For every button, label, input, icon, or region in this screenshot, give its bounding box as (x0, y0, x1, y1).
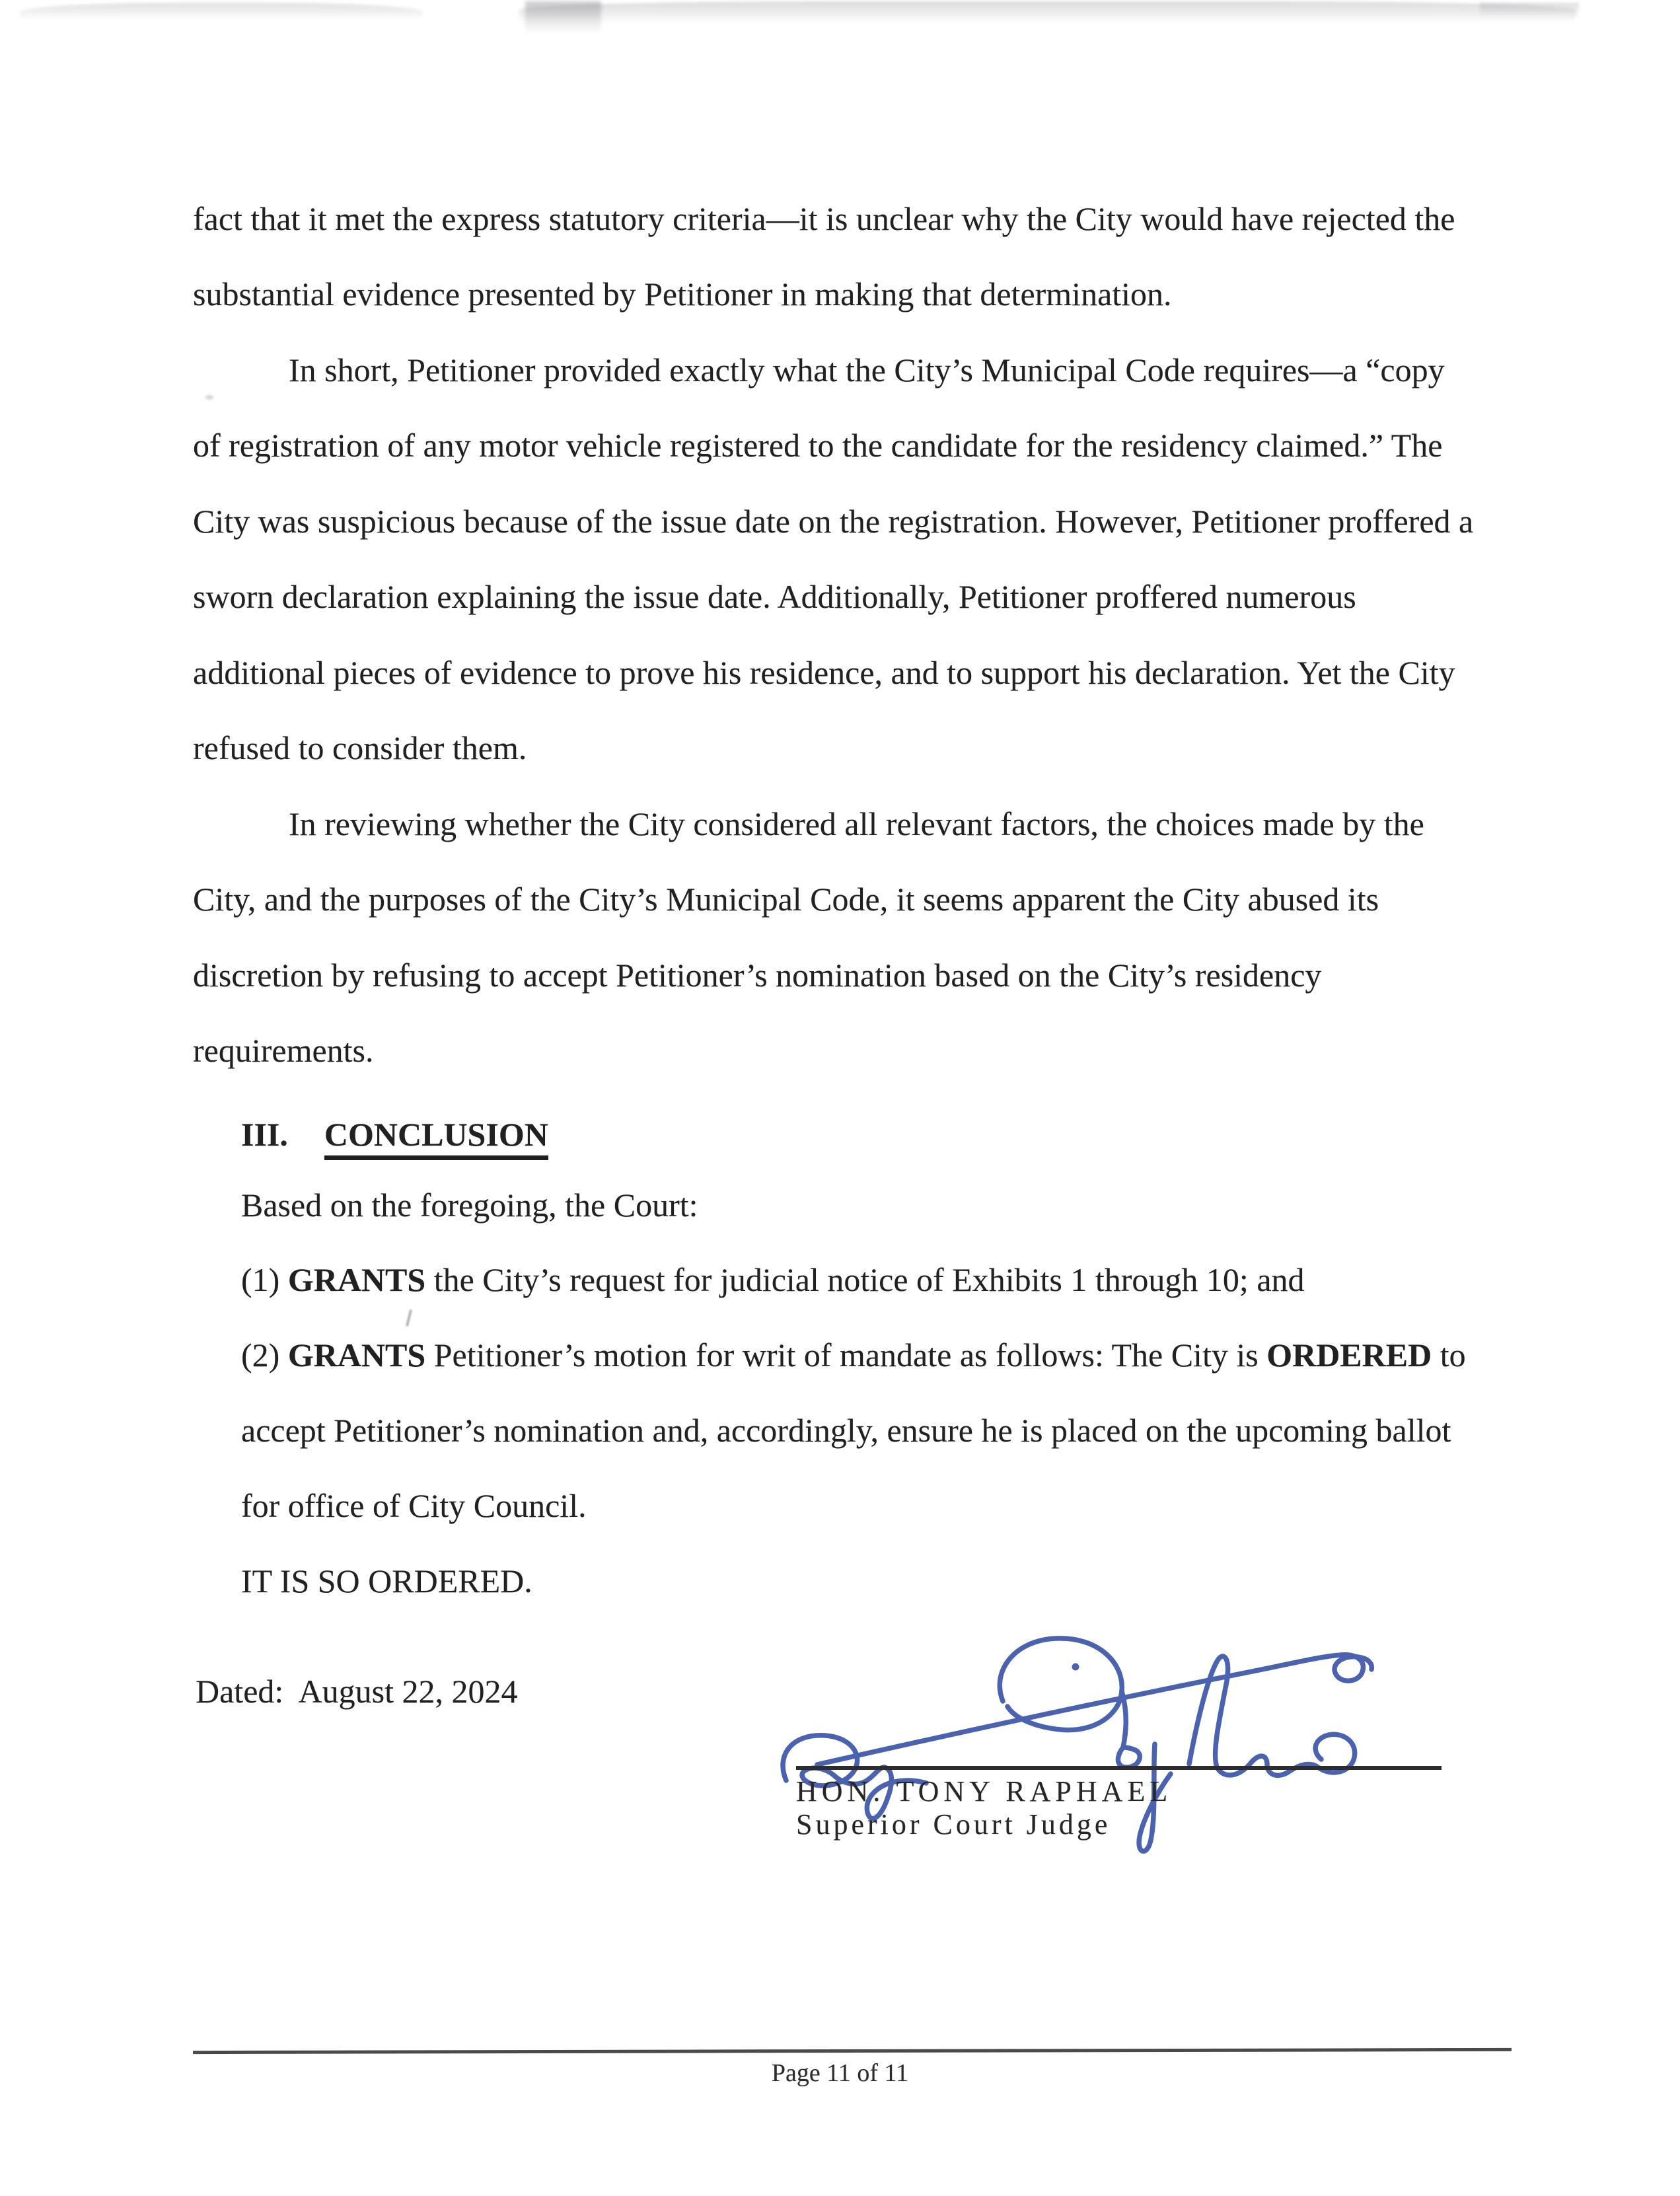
document-line (289, 805, 1424, 842)
section-heading (241, 1116, 548, 1160)
document-line (193, 275, 1172, 312)
document-line (193, 427, 1442, 464)
page-number-label: Page 11 of 11 (771, 2059, 909, 2087)
signature-line (796, 1766, 1442, 1770)
scan-artifact (519, 1, 1576, 30)
document-line (241, 1487, 587, 1524)
scan-artifact (1480, 3, 1579, 22)
text-segment: of registration of any motor vehicle registered to the candidate for the residency claimed.” The (193, 427, 1443, 464)
document-line (193, 881, 1379, 918)
text-segment: to (1432, 1336, 1466, 1373)
document-line (289, 351, 1445, 388)
text-segment: (2) (241, 1336, 288, 1373)
document-line (193, 654, 1455, 691)
document-line (193, 957, 1321, 994)
judge-name: HON. TONY RAPHAEL (796, 1775, 1173, 1808)
scan-speck (406, 1309, 412, 1327)
document-line (193, 200, 1455, 237)
text-segment: accept Petitioner’s nomination and, accordingly, ensure he is placed on the upcoming ballot (241, 1412, 1451, 1449)
text-segment: (1) (241, 1261, 288, 1298)
text-segment: III. (241, 1116, 288, 1153)
text-segment: additional pieces of evidence to prove his residence, and to support his declaration. Yet the City (193, 654, 1455, 691)
document-line (241, 1336, 1466, 1373)
document-line (241, 1562, 532, 1599)
document-line (193, 1032, 374, 1069)
text-segment: City was suspicious because of the issue date on the registration. However, Petitioner proffered a (193, 503, 1474, 540)
document-line (193, 729, 527, 766)
text-segment: In short, Petitioner provided exactly what the City’s Municipal Code requires—a “copy (289, 351, 1445, 388)
text-segment: refused to consider them. (193, 729, 527, 766)
document-line (193, 503, 1473, 540)
scan-speck (205, 395, 213, 400)
text-segment: City, and the purposes of the City’s Municipal Code, it seems apparent the City abused its (193, 881, 1379, 918)
text-segment: GRANTS (287, 1261, 426, 1298)
dated-line (196, 1673, 517, 1710)
scan-artifact (20, 3, 423, 26)
text-segment: requirements. (193, 1032, 374, 1069)
text-segment: fact that it met the express statutory criteria—it is unclear why the City would have rejected the (193, 200, 1455, 237)
text-segment: for office of City Council. (241, 1487, 587, 1524)
document-line (193, 578, 1356, 615)
text-segment: GRANTS (287, 1336, 426, 1373)
footer-rule (193, 2048, 1512, 2054)
text-segment: IT IS SO ORDERED. (241, 1562, 532, 1599)
scan-artifact (525, 1, 601, 42)
judge-title: Superior Court Judge (796, 1808, 1111, 1841)
text-segment: Petitioner’s motion for writ of mandate as follows: The City is (425, 1336, 1267, 1373)
text-segment: sworn declaration explaining the issue date. Additionally, Petitioner proffered numerous (193, 578, 1356, 615)
document-line (241, 1187, 698, 1224)
text-segment: the City’s request for judicial notice of Exhibits 1 through 10; and (425, 1261, 1305, 1298)
text-segment: Based on the foregoing, the Court: (241, 1187, 698, 1224)
text-segment: In reviewing whether the City considered all relevant factors, the choices made by the (289, 805, 1424, 842)
text-segment: CONCLUSION (324, 1116, 548, 1160)
document-line (241, 1412, 1451, 1449)
text-segment: ORDERED (1266, 1336, 1432, 1373)
document-line (241, 1261, 1305, 1298)
text-segment: substantial evidence presented by Petitioner in making that determination. (193, 275, 1172, 312)
text-segment: Dated: August 22, 2024 (196, 1673, 518, 1710)
text-segment: discretion by refusing to accept Petitioner’s nomination based on the City’s residency (193, 957, 1322, 994)
